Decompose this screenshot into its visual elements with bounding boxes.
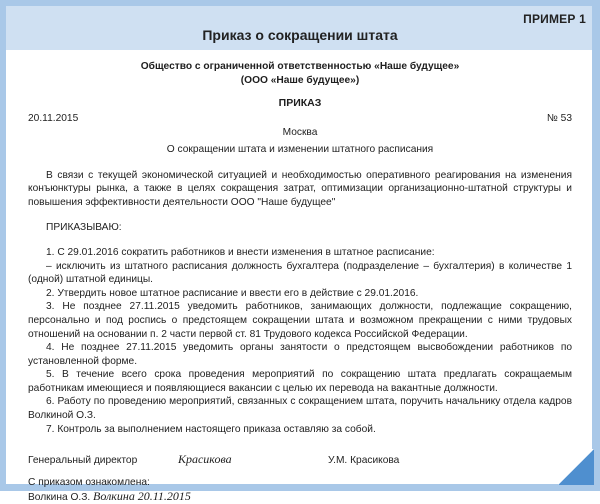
date-number-row (28, 112, 572, 126)
ack-name: Волкина О.З. (28, 492, 90, 503)
order-item: 6. Работу по проведению мероприятий, связанных с сокращением штата, поручить начальнику отдела кадров Волкиной О.З. (28, 395, 572, 422)
order-item: 4. Не позднее 27.11.2015 уведомить органы занятости о предстоящем высвобождении работников по установленной форме. (28, 341, 572, 368)
order-item: 3. Не позднее 27.11.2015 уведомить работников, занимающих должности, подлежащие сокращению, персонально и под роспись о предстоящем сокращении штата и возможном прекращении с ними трудовых отношений на основании п. 2 части первой ст. 81 Трудового кодекса Российской Федерации. (28, 300, 572, 341)
order-item: 5. В течение всего срока проведения мероприятий по сокращению штата предлагать сокращаемым работникам имеющиеся и появляющиеся вакансии с целью их перевода на вакантные должности. (28, 368, 572, 395)
order-item: – исключить из штатного расписания должность бухгалтера (подразделение – бухгалтерия) в количестве 1 (одной) штатной единицы. (28, 260, 572, 287)
order-heading: ПРИКАЗ (28, 97, 572, 111)
org-short-name: (ООО «Наше будущее») (28, 74, 572, 88)
order-subject: О сокращении штата и изменении штатного расписания (28, 143, 572, 157)
order-item: 2. Утвердить новое штатное расписание и ввести его в действие с 29.01.2016. (28, 287, 572, 301)
signer-name: У.М. Красикова (328, 454, 399, 468)
org-name: Общество с ограниченной ответственностью «Наше будущее» (28, 60, 572, 74)
page-title: Приказ о сокращении штата (0, 27, 600, 43)
ack-line (28, 490, 572, 504)
order-date: 20.11.2015 (28, 112, 78, 126)
preamble: В связи с текущей экономической ситуацией и необходимостью оперативного реагирования на изменения конъюнктуры рынка, а также в целях сокращения затрат, оптимизации организационно-штатной структуры и повышения эффективности деятельности ООО "Наше будущее" (28, 169, 572, 210)
order-item: 7. Контроль за выполнением настоящего приказа оставляю за собой. (28, 423, 572, 437)
ack-handwritten-date: 20.11.2015 (138, 489, 191, 503)
example-badge: ПРИМЕР 1 (523, 12, 586, 26)
order-word: ПРИКАЗЫВАЮ: (46, 221, 572, 235)
order-number: № 53 (547, 112, 572, 126)
document-body (28, 56, 572, 504)
ack-handwritten-signature: Волкина (93, 489, 135, 503)
city: Москва (28, 126, 572, 140)
order-items (28, 246, 572, 436)
handwritten-signature: Красикова (178, 453, 232, 467)
ack-label: С приказом ознакомлена: (28, 476, 572, 490)
signature-row (28, 454, 572, 470)
acknowledgement (28, 476, 572, 504)
signer-role: Генеральный директор (28, 454, 137, 468)
order-item: 1. С 29.01.2016 сократить работников и внести изменения в штатное расписание: (28, 246, 572, 260)
